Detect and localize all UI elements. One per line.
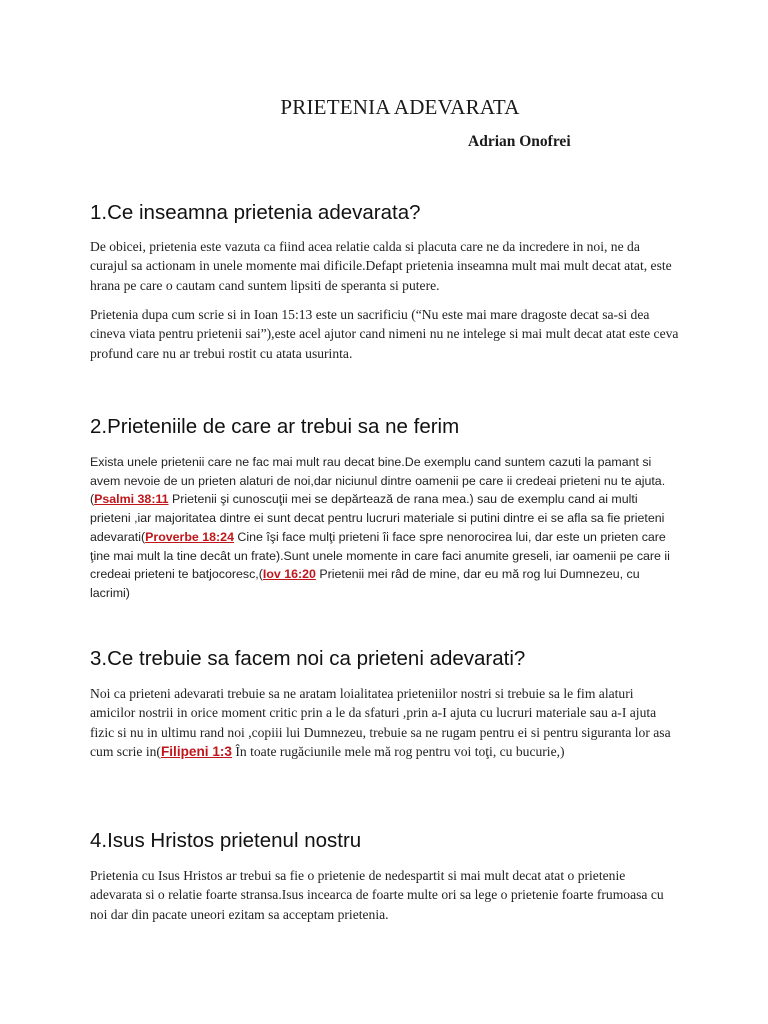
document-title: PRIETENIA ADEVARATA — [280, 95, 520, 119]
section-1-heading: 1.Ce inseamna prietenia adevarata? — [90, 201, 421, 224]
section-4-heading: 4.Isus Hristos prietenul nostru — [90, 829, 362, 852]
section-2-heading: 2.Prieteniile de care ar trebui sa ne ferim — [90, 415, 460, 438]
bible-reference-link[interactable]: Proverbe 18:24 — [145, 529, 234, 544]
section-2-text-4: Prietenii mei râd de mine, dar eu mă rog lui Dumnezeu, cu lacrimi) — [90, 567, 640, 600]
section-4-paragraph: Prietenia cu Isus Hristos ar trebui sa fie o prietenie de nedespartit si mai mult decat atat o prietenie adevarata si o relatie foarte stransa.Isus incearca de foarte multe ori sa lege o prietenie foarte frumoasa cu noi dar din pacate uneori ezitam sa acceptam prietenia. — [90, 868, 664, 922]
section-1-paragraph-2: Prietenia dupa cum scrie si in Ioan 15:13 este un sacrificiu (“Nu este mai mare dragoste decat sa-si dea cineva viata pentru prietenii sai”),este acel ajutor cand nimeni nu ne intelege si mai mult decat atat este ceva profund care nu ar trebui rostit cu atata usurinta. — [90, 307, 679, 361]
section-2-text-2: Prietenii şi cunoscuţii mei se depărtează de rana mea.) sau de exemplu cand ai multi prieteni ,iar majoritatea dintre ei sunt decat pentru lucruri materiale si putini dintre ei se afla sa fie prieteni adevarati( — [90, 492, 665, 544]
document-author: Adrian Onofrei — [468, 133, 571, 150]
section-2-paragraph — [90, 453, 680, 603]
section-3-heading: 3.Ce trebuie sa facem noi ca prieteni adevarati? — [90, 647, 526, 670]
section-3-paragraph — [90, 684, 680, 761]
bible-reference-link[interactable]: Iov 16:20 — [262, 567, 316, 582]
section-1-paragraph-1: De obicei, prietenia este vazuta ca fiind acea relatie calda si placuta care ne da incredere in noi, ne da curajul sa actionam in unele momente mai dificile.Defapt prietenia inseamna mult mai mult decat atat, este hrana pe care o cautam cand suntem lipsiti de speranta si putere. — [90, 239, 672, 293]
bible-reference-link[interactable]: Psalmi 38:11 — [94, 492, 169, 507]
bible-reference-link[interactable]: Filipeni 1:3 — [160, 743, 232, 759]
section-3-text-2: În toate rugăciunile mele mă rog pentru voi toţi, cu bucurie,) — [231, 743, 565, 759]
section-2-text-1: Exista unele prietenii care ne fac mai mult rau decat bine.De exemplu cand suntem cazuti la pamant si avem nevoie de un prieten alaturi de noi,dar niciunul dintre oamenii pe care ii credeai prieteni nu te ajuta.( — [90, 455, 666, 507]
section-3-text-1: Noi ca prieteni adevarati trebuie sa ne aratam loialitatea prieteniilor nostri si trebuie sa le fim alaturi amicilor nostrii in orice moment critic prin a le da sfaturi ,prin a-I ajuta cu lucruri materiale sau a-I ajuta fizic si nu in ultimu rand noi ,copiii lui Dumnezeu, trebuie sa ne rugam pentru ei si pentru siguranta lor asa cum scrie in( — [90, 686, 671, 759]
section-2-text-3: Cine îşi face mulţi prieteni îi face spre nenorocirea lui, dar este un prieten care ţine mai mult la tine decât un frate).Sunt unele momente in care faci anumite greseli, iar oamenii pe care ii credeai prieteni te batjocoresc,( — [90, 529, 670, 582]
